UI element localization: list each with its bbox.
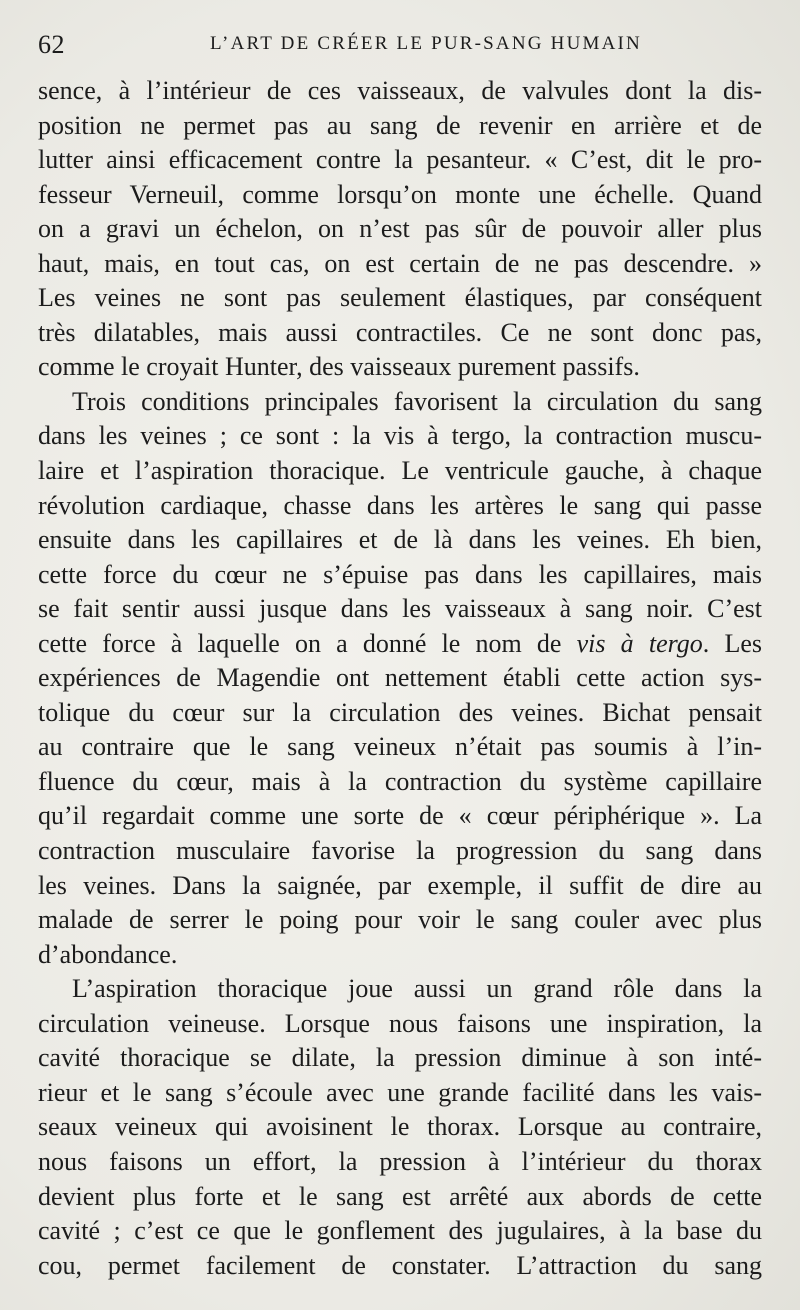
text-line: L’aspiration thoracique joue aussi un grand rôle dans la — [72, 974, 762, 1004]
text-line: devient plus forte et le sang est arrêté aux abords de cette — [38, 1181, 762, 1211]
text-line: seaux veineux qui avoisinent le thorax. Lorsque au contraire, — [38, 1112, 762, 1142]
text-line: fluence du cœur, mais à la contraction du système capillaire — [38, 766, 762, 796]
text-line: nous faisons un effort, la pression à l’intérieur du thorax — [38, 1146, 762, 1176]
text-line: d’abondance. — [38, 939, 178, 969]
text-line: ensuite dans les capillaires et de là dans les veines. Eh bien, — [38, 525, 762, 555]
line-end: . Les — [702, 628, 762, 658]
text-line: se fait sentir aussi jusque dans les vaisseaux à sang noir. C’est — [38, 594, 762, 624]
text-line: cette force du cœur ne s’épuise pas dans les capillaires, mais — [38, 559, 762, 589]
text-line: malade de serrer le poing pour voir le sang couler avec plus — [38, 905, 762, 935]
text-line: rieur et le sang s’écoule avec une grande facilité dans les vais- — [38, 1077, 762, 1107]
text-line: Les veines ne sont pas seulement élastiques, par conséquent — [38, 283, 762, 313]
page-number: 62 — [38, 30, 65, 59]
text-line: laire et l’aspiration thoracique. Le ventricule gauche, à chaque — [38, 456, 762, 486]
text-line: comme le croyait Hunter, des vaisseaux purement passifs. — [38, 352, 640, 382]
text-line: contraction musculaire favorise la progression du sang dans — [38, 836, 762, 866]
text-line: révolution cardiaque, chasse dans les artères le sang qui passe — [38, 490, 762, 520]
text-line: cou, permet facilement de constater. L’attraction du sang — [38, 1250, 762, 1280]
text-line: position ne permet pas au sang de revenir en arrière et de — [38, 110, 762, 140]
line-start: cette force à laquelle on a donné le nom de — [38, 628, 577, 658]
text-line: qu’il regardait comme une sorte de « cœur périphérique ». La — [38, 801, 762, 831]
text-line: cavité thoracique se dilate, la pression diminue à son inté- — [38, 1043, 762, 1073]
text-line: haut, mais, en tout cas, on est certain de ne pas descendre. » — [38, 248, 762, 278]
text-line: tolique du cœur sur la circulation des veines. Bichat pensait — [38, 697, 762, 727]
italic-term: vis à tergo — [576, 628, 703, 658]
text-line: expériences de Magendie ont nettement établi cette action sys- — [38, 663, 762, 693]
text-line: circulation veineuse. Lorsque nous faisons une inspiration, la — [38, 1008, 762, 1038]
text-line: cavité ; c’est ce que le gonflement des jugulaires, à la base du — [38, 1216, 762, 1246]
text-line: lutter ainsi efficacement contre la pesanteur. « C’est, dit le pro- — [38, 145, 762, 175]
text-line: on a gravi un échelon, on n’est pas sûr de pouvoir aller plus — [38, 214, 762, 244]
text-line: dans les veines ; ce sont : la vis à tergo, la contraction muscu- — [38, 421, 762, 451]
text-line: sence, à l’intérieur de ces vaisseaux, de valvules dont la dis- — [38, 76, 762, 105]
running-title: L’ART DE CRÉER LE PUR-SANG HUMAIN — [210, 33, 642, 54]
text-body — [38, 74, 762, 1283]
text-line: Trois conditions principales favorisent la circulation du sang — [72, 386, 762, 416]
text-line: fesseur Verneuil, comme lorsqu’on monte une échelle. Quand — [38, 179, 762, 209]
text-line-with-italic — [38, 627, 762, 662]
text-line: très dilatables, mais aussi contractiles. Ce ne sont donc pas, — [38, 317, 762, 347]
page-header — [38, 30, 762, 64]
text-line: au contraire que le sang veineux n’était pas soumis à l’in- — [38, 732, 762, 762]
text-line: les veines. Dans la saignée, par exemple, il suffit de dire au — [38, 870, 762, 900]
